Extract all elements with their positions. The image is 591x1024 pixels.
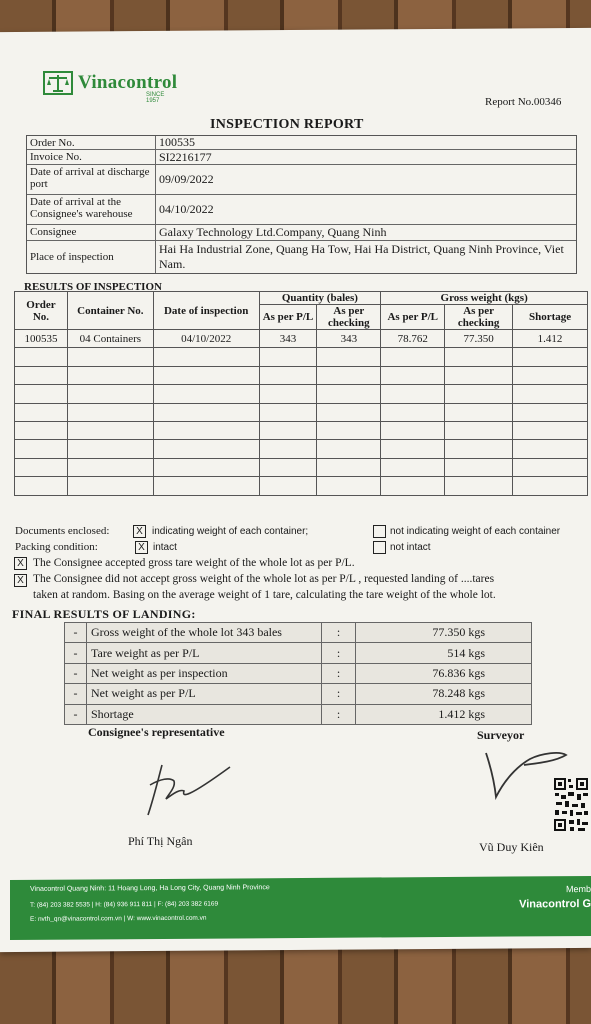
- footer-contacts: E: nvth_qn@vinacontrol.com.vn | W: www.vinacontrol.com.vn: [30, 914, 207, 923]
- statement-accepted: The Consignee accepted gross tare weight of the whole lot as per P/L.: [33, 557, 355, 569]
- results-title: RESULTS OF INSPECTION: [24, 281, 162, 293]
- info-value: 09/09/2022: [159, 172, 214, 186]
- info-label: Place of inspection: [27, 241, 156, 273]
- footer-phones: T: (84) 203 382 5535 | H: (84) 936 911 811 | F: (84) 203 382 6169: [30, 900, 219, 909]
- results-table: [14, 291, 588, 496]
- header-order-no: Order No.: [15, 292, 68, 330]
- info-label: Order No.: [27, 136, 156, 149]
- final-unit: kgs: [468, 625, 485, 640]
- checkbox-stmt-not-accepted[interactable]: X: [14, 574, 27, 587]
- doc-option-not-indicating: not indicating weight of each container: [390, 526, 561, 537]
- final-dash: -: [65, 704, 87, 724]
- header-container-no: Container No.: [67, 292, 153, 330]
- cell-weight-pl: 78.762: [381, 330, 445, 348]
- documents-label: Documents enclosed:: [15, 525, 110, 537]
- info-label: Date of arrival at the Consignee's warehouse: [27, 195, 156, 224]
- final-label: Net weight as per inspection: [87, 663, 322, 683]
- info-row-discharge-date: [27, 165, 576, 195]
- final-value: [356, 704, 532, 724]
- final-row: [65, 623, 532, 643]
- cell-weight-check: 77.350: [445, 330, 513, 348]
- final-number: 514: [447, 645, 466, 660]
- header-quantity-group: Quantity (bales): [259, 292, 381, 305]
- info-row-order: [27, 136, 576, 150]
- info-label: Consignee: [27, 225, 156, 240]
- final-unit: kgs: [468, 686, 485, 701]
- final-row: [65, 663, 532, 683]
- info-value: Galaxy Technology Ltd.Company, Quang Ninh: [159, 225, 387, 239]
- final-row: [65, 704, 532, 724]
- order-info-table: [26, 135, 577, 274]
- table-row: [15, 348, 588, 366]
- page-title: INSPECTION REPORT: [210, 117, 364, 132]
- final-dash: -: [65, 643, 87, 663]
- checkbox-stmt-accepted[interactable]: X: [14, 557, 27, 570]
- table-row: [15, 403, 588, 421]
- table-row: [15, 421, 588, 439]
- statement-not-accepted-cont: taken at random. Basing on the average weight of 1 tare, calculating the tare weight of the whole lot.: [33, 589, 496, 601]
- final-label: Gross weight of the whole lot 343 bales: [87, 623, 322, 643]
- info-label: Invoice No.: [27, 150, 156, 164]
- checkbox-packing-intact[interactable]: X: [135, 541, 148, 554]
- info-value: SI2216177: [159, 149, 212, 164]
- consignee-name: Phí Thị Ngân: [128, 834, 193, 848]
- table-row: [15, 458, 588, 476]
- info-value: 100535: [159, 135, 195, 149]
- footer-bar: [10, 876, 591, 940]
- final-value: [356, 684, 532, 704]
- final-dash: -: [65, 623, 87, 643]
- info-row-invoice: [27, 150, 576, 165]
- table-row: [15, 330, 588, 348]
- checkbox-doc-not-indicating[interactable]: [373, 525, 386, 538]
- table-row: [15, 440, 588, 458]
- cell-qty-pl: 343: [259, 330, 317, 348]
- vinacontrol-logo: [42, 70, 178, 104]
- final-unit: kgs: [468, 706, 485, 721]
- header-date: Date of inspection: [153, 292, 259, 330]
- header-qty-pl: As per P/L: [259, 305, 317, 330]
- info-label: Date of arrival at discharge port: [27, 165, 156, 194]
- final-unit: kgs: [468, 645, 485, 660]
- final-label: Tare weight as per P/L: [87, 643, 322, 663]
- final-colon: :: [322, 623, 356, 643]
- checkbox-doc-indicating[interactable]: X: [133, 525, 146, 538]
- table-row: [15, 385, 588, 403]
- info-row-warehouse-date: [27, 195, 576, 225]
- final-colon: :: [322, 663, 356, 683]
- footer-group: Vinacontrol G: [519, 897, 591, 911]
- info-value: Hai Ha Industrial Zone, Quang Ha Tow, Hai Ha District, Quang Ninh Province, Viet Nam.: [159, 242, 564, 271]
- header-weight-pl: As per P/L: [381, 305, 445, 330]
- checkbox-packing-not-intact[interactable]: [373, 541, 386, 554]
- table-row: [15, 366, 588, 384]
- cell-container-no: 04 Containers: [67, 330, 153, 348]
- statement-not-accepted: The Consignee did not accept gross weight of the whole lot as per P/L , requested landing of ....tares: [33, 573, 495, 585]
- packing-option-not-intact: not intact: [390, 542, 431, 553]
- final-colon: :: [322, 684, 356, 704]
- final-number: 1.412: [438, 706, 466, 721]
- wooden-table-bottom: [0, 944, 591, 1024]
- header-weight-check: As per checking: [445, 305, 513, 330]
- header-qty-check: As per checking: [317, 305, 381, 330]
- header-weight-group: Gross weight (kgs): [381, 292, 588, 305]
- cell-shortage: 1.412: [513, 330, 588, 348]
- final-dash: -: [65, 663, 87, 683]
- info-value: 04/10/2022: [159, 202, 214, 216]
- scales-icon: [42, 70, 74, 96]
- logo-since: SINCE 1957: [146, 92, 165, 104]
- final-row: [65, 643, 532, 663]
- consignee-signature: [140, 755, 240, 820]
- cell-date: 04/10/2022: [153, 330, 259, 348]
- cell-qty-check: 343: [317, 330, 381, 348]
- final-value: [356, 623, 532, 643]
- final-row: [65, 684, 532, 704]
- consignee-rep-label: Consignee's representative: [88, 725, 225, 739]
- table-row: [15, 477, 588, 495]
- doc-option-indicating: indicating weight of each container;: [152, 526, 309, 537]
- footer-address: Vinacontrol Quang Ninh: 11 Hoang Long, Ha Long City, Quang Ninh Province: [30, 884, 270, 893]
- info-row-place: [27, 241, 576, 273]
- final-value: [356, 663, 532, 683]
- final-colon: :: [322, 704, 356, 724]
- logo-text: Vinacontrol: [78, 72, 178, 93]
- final-number: 78.248: [432, 686, 466, 701]
- final-value: [356, 643, 532, 663]
- final-colon: :: [322, 643, 356, 663]
- surveyor-name: Vũ Duy Kiên: [479, 840, 544, 854]
- footer-member: Memb: [565, 883, 591, 895]
- report-number: Report No.00346: [485, 96, 562, 108]
- qr-code-icon: [553, 777, 589, 833]
- final-label: Net weight as per P/L: [87, 684, 322, 704]
- final-number: 77.350: [432, 625, 466, 640]
- cell-order-no: 100535: [15, 330, 68, 348]
- packing-option-intact: intact: [153, 542, 177, 553]
- final-dash: -: [65, 684, 87, 704]
- final-number: 76.836: [432, 665, 466, 680]
- packing-label: Packing condition:: [15, 541, 98, 553]
- surveyor-label: Surveyor: [477, 728, 525, 742]
- final-results-table: [64, 622, 532, 725]
- header-shortage: Shortage: [513, 305, 588, 330]
- final-unit: kgs: [468, 665, 485, 680]
- final-results-title: FINAL RESULTS OF LANDING:: [12, 607, 196, 621]
- info-row-consignee: [27, 225, 576, 241]
- final-label: Shortage: [87, 704, 322, 724]
